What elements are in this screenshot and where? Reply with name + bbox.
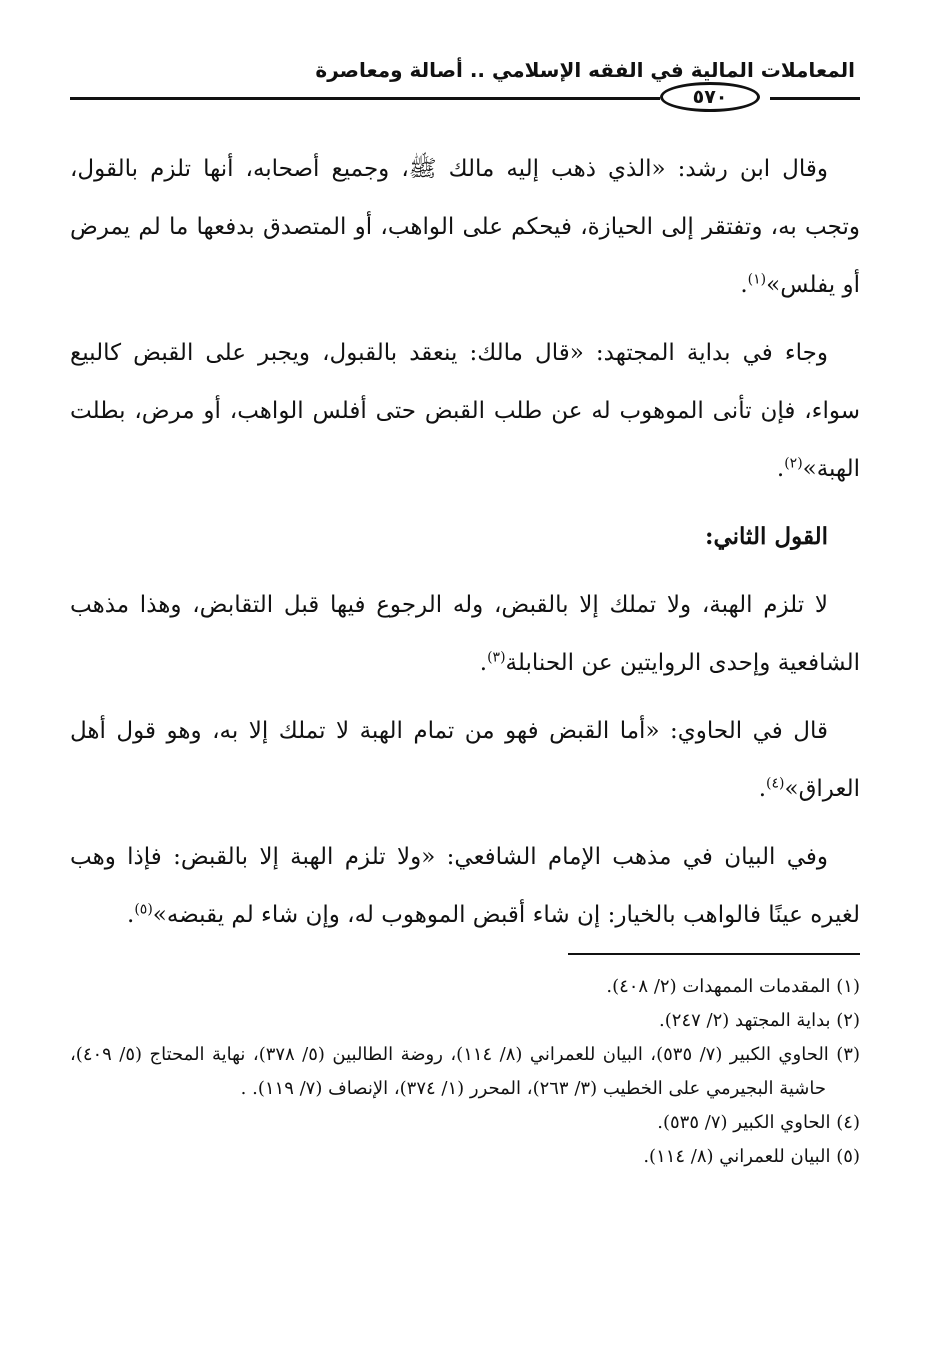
footnote-ref: (٤) xyxy=(766,775,785,792)
paragraph xyxy=(70,702,860,818)
paragraph-end: . xyxy=(758,776,767,802)
section-heading: القول الثاني: xyxy=(704,523,828,550)
footnote: (٤) الحاوي الكبير (٧/ ٥٣٥). xyxy=(657,1112,860,1133)
page-number: ٥٧٠ xyxy=(660,82,760,112)
paragraph xyxy=(70,576,860,692)
paragraph-text: وجاء في بداية المجتهد: «قال مالك: ينعقد بالقبول، ويجبر على القبض كالبيع سواء، فإن تأنى الموهوب له عن طلب القبض حتى أفلس الواهب، أو مرض، بطلت الهبة» xyxy=(70,340,860,482)
paragraph-end: . xyxy=(776,456,785,482)
paragraph xyxy=(70,828,860,944)
paragraph xyxy=(70,140,860,314)
paragraph-end: . xyxy=(740,272,748,298)
paragraph-text: قال في الحاوي: «أما القبض فهو من تمام الهبة لا تملك إلا به، وهو قول أهل العراق» xyxy=(70,718,860,802)
running-head-title: المعاملات المالية في الفقه الإسلامي .. أصالة ومعاصرة xyxy=(315,58,855,82)
paragraph-text: وفي البيان في مذهب الإمام الشافعي: «ولا تلزم الهبة إلا بالقبض: فإذا وهب لغيره عينًا فالواهب بالخيار: إن شاء أقبض الموهوب له، وإن شاء لم يقبضه» xyxy=(70,844,860,928)
footnote: (٥) البيان للعمراني (٨/ ١١٤). xyxy=(643,1146,860,1167)
footnote-ref: (١) xyxy=(747,271,767,288)
footnote-ref: (٢) xyxy=(784,455,803,472)
footnote: (١) المقدمات الممهدات (٢/ ٤٠٨). xyxy=(606,976,860,997)
paragraph-end: . xyxy=(127,902,135,928)
footnote-ref: (٣) xyxy=(487,649,506,666)
footnote-ref: (٥) xyxy=(134,901,153,918)
main-text xyxy=(70,140,860,954)
header-rule-left xyxy=(70,97,660,100)
paragraph-end: . xyxy=(479,650,488,676)
header-rule-right xyxy=(770,97,860,100)
paragraph-text: لا تلزم الهبة، ولا تملك إلا بالقبض، وله الرجوع فيها قبل التقابض، وهذا مذهب الشافعية وإحدى الروايتين عن الحنابلة xyxy=(70,592,860,676)
footnote: (٢) بداية المجتهد (٢/ ٢٤٧). xyxy=(659,1010,860,1031)
paragraph-text: وقال ابن رشد: «الذي ذهب إليه مالك ﷺ، وجميع أصحابه، أنها تلزم بالقول، وتجب به، وتفتقر إلى الحيازة، فيحكم على الواهب، أو المتصدق بدفعها ما لم يمرض أو يفلس» xyxy=(70,156,860,298)
footnote: (٣) الحاوي الكبير (٧/ ٥٣٥)، البيان للعمراني (٨/ ١١٤)، روضة الطالبين (٥/ ٣٧٨)، نهاية المحتاج (٥/ ٤٠٩)، حاشية البجيرمي على الخطيب (٣/ ٢٦٣)، المحرر (١/ ٣٧٤)، الإنصاف (٧/ ١١٩). . xyxy=(70,1044,860,1099)
footnote-separator xyxy=(568,953,860,955)
footnotes xyxy=(70,970,860,1174)
paragraph xyxy=(70,324,860,498)
